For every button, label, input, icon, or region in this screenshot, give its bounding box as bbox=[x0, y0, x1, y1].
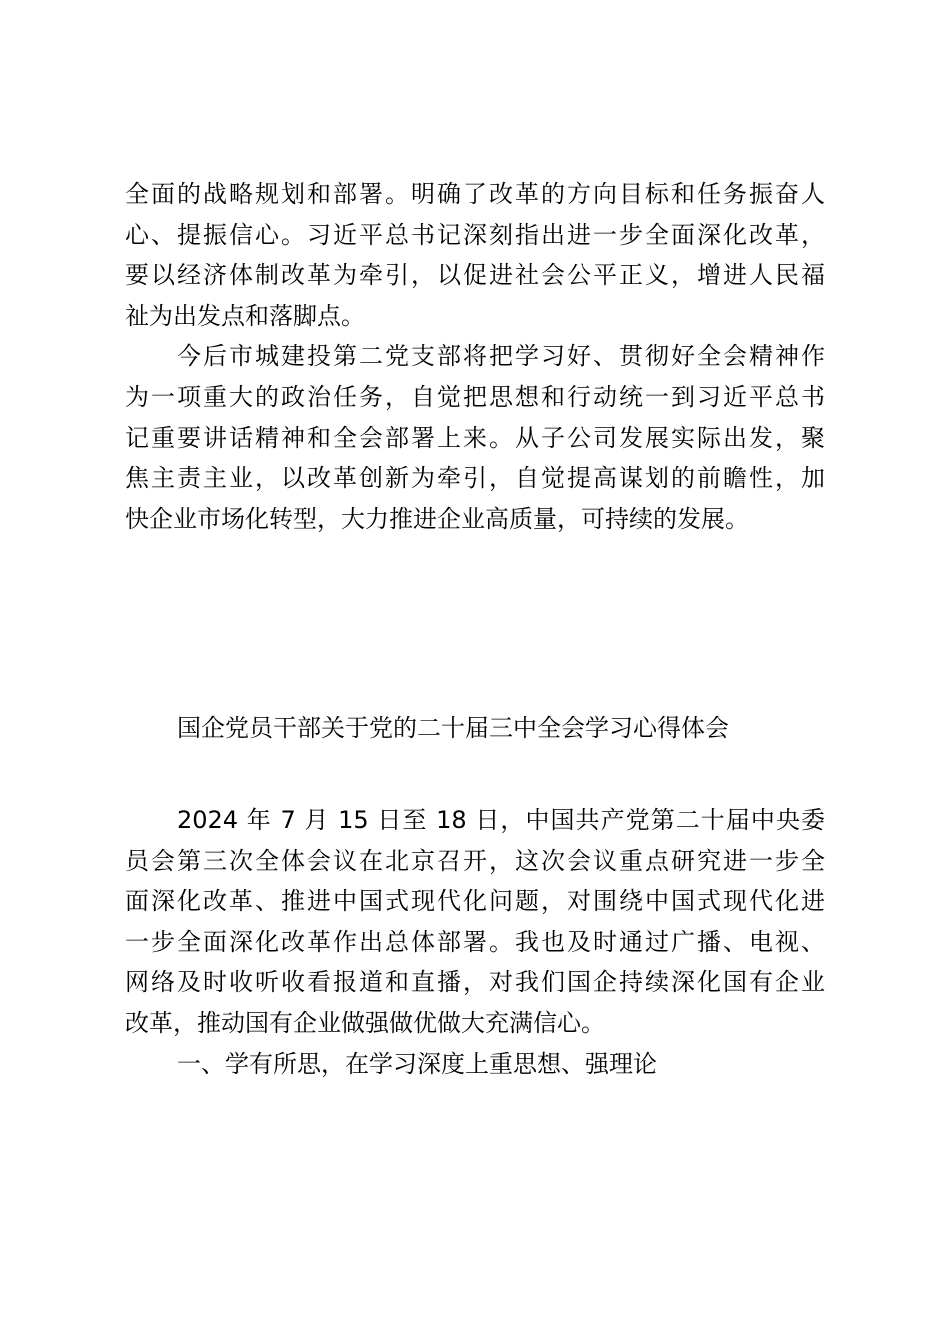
paragraph-line: 心、提振信心。习近平总书记深刻指出进一步全面深化改革， bbox=[125, 220, 825, 249]
paragraph-line: 快企业市场化转型，大力推进企业高质量，可持续的发展。 bbox=[125, 504, 749, 533]
continued-text-section bbox=[125, 174, 825, 539]
section-heading: 一、学有所思，在学习深度上重思想、强理论 bbox=[177, 1049, 657, 1078]
paragraph-line: 改革，推动国有企业做强做优做大充满信心。 bbox=[125, 1008, 605, 1037]
paragraph-line: 网络及时收听收看报道和直播，对我们国企持续深化国有企业 bbox=[125, 968, 825, 997]
paragraph-line: 员会第三次全体会议在北京召开，这次会议重点研究进一步全 bbox=[125, 846, 825, 875]
paragraph-line: 祉为出发点和落脚点。 bbox=[125, 301, 365, 330]
paragraph-line: 记重要讲话精神和全会部署上来。从子公司发展实际出发，聚 bbox=[125, 423, 825, 452]
paragraph-line: 2024 年 7 月 15 日至 18 日，中国共产党第二十届中央委 bbox=[177, 806, 825, 834]
article-title: 国企党员干部关于党的二十届三中全会学习心得体会 bbox=[177, 714, 729, 742]
article-body bbox=[125, 800, 825, 1084]
paragraph-line: 一步全面深化改革作出总体部署。我也及时通过广播、电视、 bbox=[125, 927, 825, 956]
article-title-block bbox=[125, 706, 825, 750]
paragraph-line: 面深化改革、推进中国式现代化问题，对围绕中国式现代化进 bbox=[125, 887, 825, 916]
paragraph-line: 焦主责主业，以改革创新为牵引，自觉提高谋划的前瞻性，加 bbox=[125, 464, 825, 493]
paragraph-line: 全面的战略规划和部署。明确了改革的方向目标和任务振奋人 bbox=[125, 180, 825, 208]
paragraph-line: 今后市城建投第二党支部将把学习好、贯彻好全会精神作 bbox=[177, 342, 825, 371]
paragraph-line: 要以经济体制改革为牵引，以促进社会公平正义，增进人民福 bbox=[125, 261, 825, 290]
paragraph-line: 为一项重大的政治任务，自觉把思想和行动统一到习近平总书 bbox=[125, 382, 825, 411]
